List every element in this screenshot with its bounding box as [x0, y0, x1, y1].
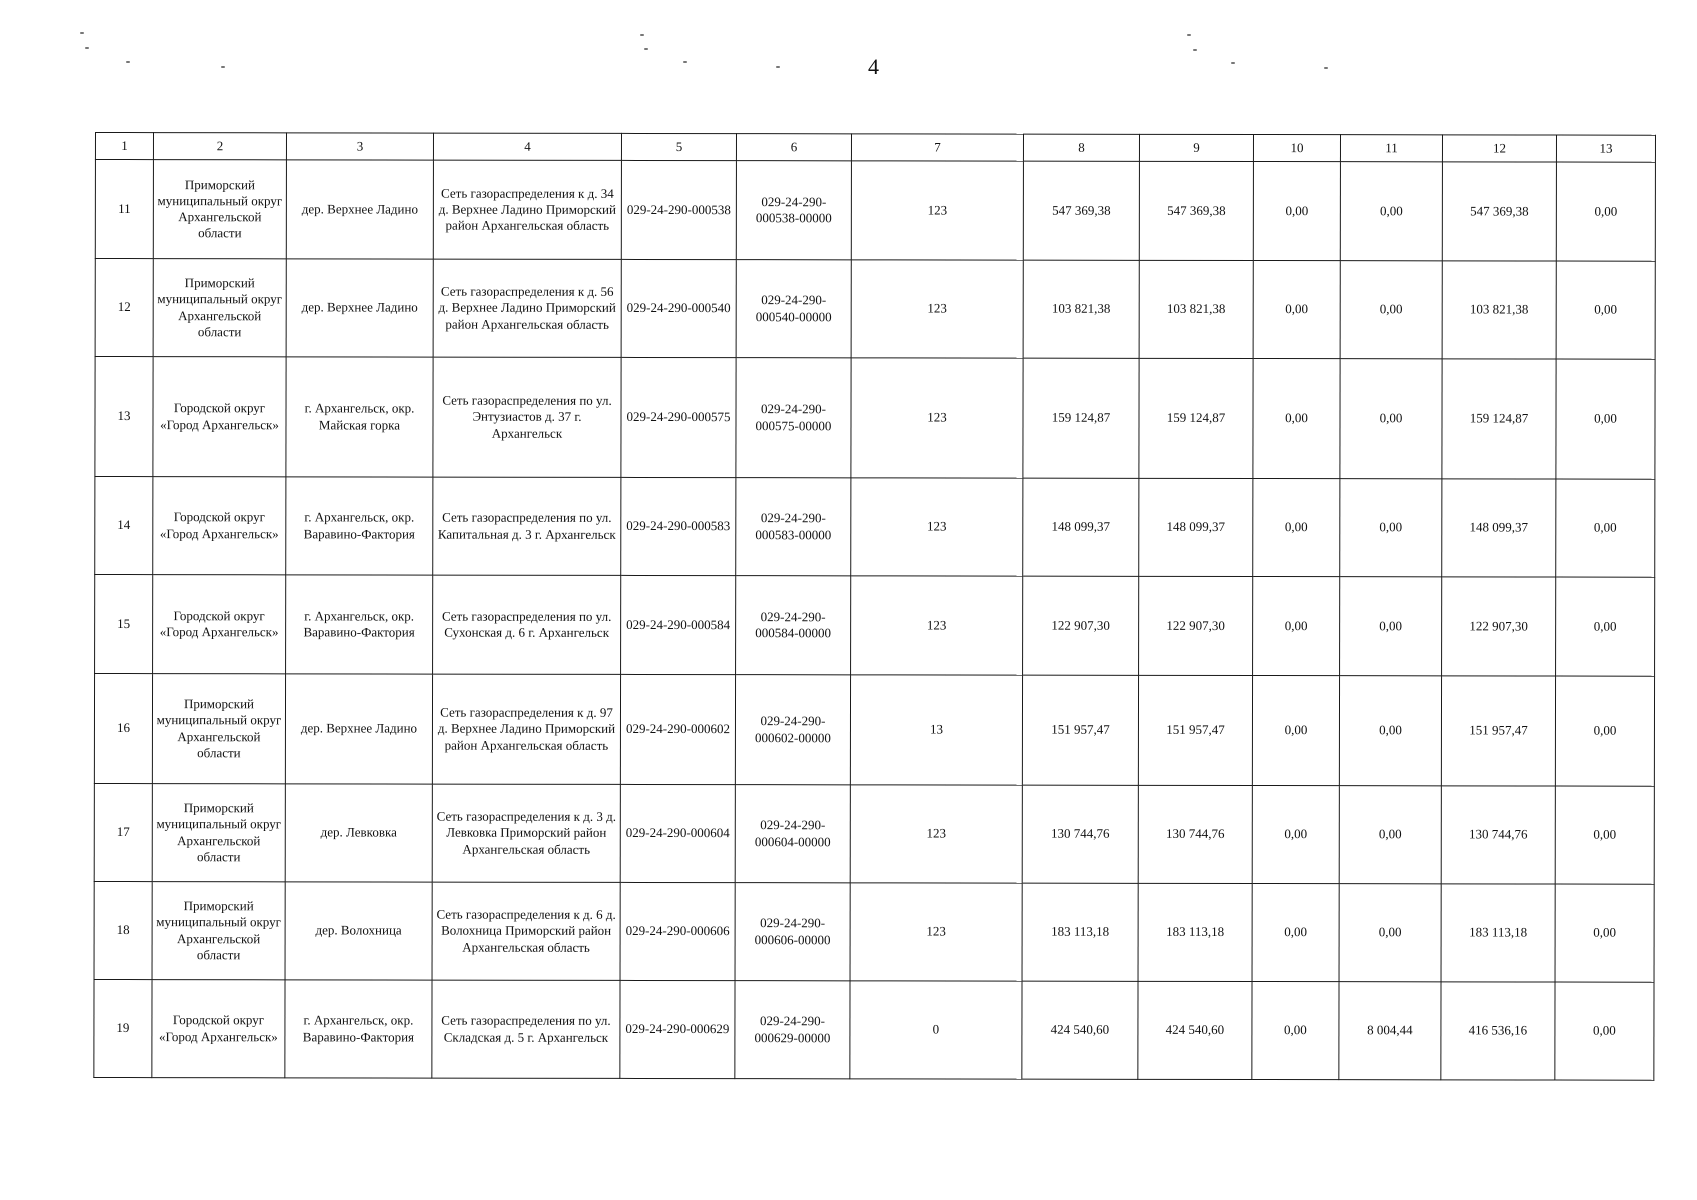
cell-column-8: 130 744,76 [1022, 785, 1138, 883]
cell-inventory-number: 029-24-290-000584-00000 [736, 576, 851, 675]
scan-speck [640, 34, 644, 36]
cell-column-9: 130 744,76 [1138, 785, 1252, 883]
cell-column-12: 103 821,38 [1442, 261, 1556, 359]
cell-municipality: Городской округ «Город Архангельск» [152, 980, 285, 1078]
cell-column-12: 547 369,38 [1442, 162, 1556, 261]
cell-column-7: 123 [850, 883, 1022, 981]
table-row [94, 674, 1654, 787]
cell-column-9: 103 821,38 [1139, 260, 1253, 358]
cell-column-11: 0,00 [1340, 261, 1442, 359]
cell-column-11: 0,00 [1340, 479, 1442, 577]
cell-column-10: 0,00 [1252, 982, 1339, 1080]
cell-column-12: 148 099,37 [1442, 479, 1556, 577]
cell-object-name: Сеть газораспределения к д. 97 д. Верхнее Ладино Приморский район Архангельская область [432, 674, 620, 784]
table-row [95, 357, 1655, 480]
cell-settlement: дер. Верхнее Ладино [285, 674, 432, 784]
cell-column-13: 0,00 [1555, 676, 1654, 786]
cell-row-number: 11 [95, 160, 153, 259]
cell-registry-number: 029-24-290-000606 [620, 882, 735, 980]
cell-column-13: 0,00 [1556, 359, 1655, 479]
cell-column-7: 123 [850, 785, 1022, 883]
cell-column-10: 0,00 [1252, 786, 1339, 884]
data-table [93, 132, 1656, 1081]
cell-column-12: 151 957,47 [1441, 676, 1555, 786]
cell-municipality: Приморский муниципальный округ Архангельской области [152, 674, 285, 784]
cell-column-11: 0,00 [1340, 577, 1442, 676]
cell-column-12: 159 124,87 [1442, 359, 1556, 479]
cell-column-9: 547 369,38 [1139, 161, 1253, 260]
cell-column-11: 0,00 [1339, 884, 1441, 982]
cell-settlement: дер. Волохница [285, 882, 432, 980]
cell-row-number: 17 [94, 783, 152, 881]
scan-speck [80, 32, 84, 34]
cell-column-11: 0,00 [1339, 786, 1441, 884]
cell-object-name: Сеть газораспределения к д. 3 д. Левковка Приморский район Архангельская область [432, 784, 620, 882]
column-header-1: 1 [95, 133, 153, 160]
cell-settlement: дер. Левковка [285, 784, 432, 882]
cell-municipality: Приморский муниципальный округ Архангельской области [152, 882, 285, 980]
column-header-9: 9 [1139, 134, 1253, 161]
cell-row-number: 12 [95, 259, 153, 357]
cell-column-8: 103 821,38 [1023, 260, 1139, 358]
data-table-wrapper [93, 132, 1655, 1081]
cell-inventory-number: 029-24-290-000540-00000 [736, 260, 851, 358]
cell-object-name: Сеть газораспределения к д. 56 д. Верхнее Ладино Приморский район Архангельская область [433, 259, 621, 357]
column-header-2: 2 [153, 133, 286, 160]
cell-inventory-number: 029-24-290-000583-00000 [736, 478, 851, 576]
cell-settlement: г. Архангельск, окр. Варавино-Фактория [286, 575, 433, 674]
cell-column-9: 183 113,18 [1138, 883, 1252, 981]
cell-column-10: 0,00 [1253, 162, 1340, 261]
column-header-11: 11 [1340, 135, 1442, 162]
cell-registry-number: 029-24-290-000540 [621, 259, 736, 357]
column-header-4: 4 [433, 133, 621, 160]
scan-speck [126, 61, 130, 63]
cell-column-13: 0,00 [1556, 162, 1655, 261]
cell-registry-number: 029-24-290-000629 [620, 980, 735, 1078]
table-row [94, 881, 1654, 982]
scan-speck [1231, 62, 1235, 64]
cell-column-10: 0,00 [1253, 261, 1340, 359]
cell-column-13: 0,00 [1556, 577, 1655, 676]
cell-column-8: 148 099,37 [1023, 478, 1139, 576]
cell-object-name: Сеть газораспределения по ул. Капитальная д. 3 г. Архангельск [433, 477, 621, 575]
cell-column-8: 151 957,47 [1022, 675, 1138, 785]
cell-column-13: 0,00 [1555, 982, 1654, 1080]
cell-registry-number: 029-24-290-000584 [621, 575, 736, 674]
cell-column-12: 183 113,18 [1441, 884, 1555, 982]
cell-column-7: 123 [851, 161, 1023, 260]
scan-speck [221, 66, 225, 68]
cell-registry-number: 029-24-290-000604 [620, 784, 735, 882]
cell-settlement: г. Архангельск, окр. Майская горка [286, 357, 433, 477]
header-row [95, 133, 1655, 163]
cell-column-13: 0,00 [1555, 884, 1654, 982]
cell-municipality: Приморский муниципальный округ Архангельской области [153, 160, 286, 259]
cell-column-12: 416 536,16 [1441, 982, 1555, 1080]
cell-object-name: Сеть газораспределения по ул. Энтузиастов д. 37 г. Архангельск [433, 357, 621, 477]
cell-municipality: Приморский муниципальный округ Архангельской области [152, 784, 285, 882]
column-header-5: 5 [621, 133, 736, 160]
cell-object-name: Сеть газораспределения по ул. Складская д. 5 г. Архангельск [432, 980, 620, 1078]
cell-column-11: 8 004,44 [1339, 982, 1441, 1080]
scan-speck [85, 47, 89, 49]
column-header-7: 7 [851, 134, 1023, 161]
table-row [94, 783, 1654, 884]
cell-column-12: 130 744,76 [1441, 786, 1555, 884]
column-header-10: 10 [1253, 135, 1340, 162]
cell-settlement: г. Архангельск, окр. Варавино-Фактория [285, 980, 432, 1078]
cell-row-number: 16 [94, 674, 152, 784]
cell-column-13: 0,00 [1555, 786, 1654, 884]
cell-registry-number: 029-24-290-000583 [621, 477, 736, 575]
cell-column-9: 159 124,87 [1139, 358, 1253, 478]
cell-settlement: дер. Верхнее Ладино [286, 259, 433, 357]
table-row [94, 979, 1654, 1080]
scan-speck [1193, 49, 1197, 51]
cell-column-11: 0,00 [1339, 676, 1441, 786]
cell-column-10: 0,00 [1252, 884, 1339, 982]
cell-municipality: Приморский муниципальный округ Архангельской области [153, 259, 286, 357]
cell-row-number: 19 [94, 979, 152, 1077]
cell-object-name: Сеть газораспределения к д. 6 д. Волохница Приморский район Архангельская область [432, 882, 620, 980]
cell-row-number: 13 [95, 357, 153, 477]
cell-column-11: 0,00 [1340, 359, 1442, 479]
cell-inventory-number: 029-24-290-000604-00000 [735, 785, 850, 883]
scan-speck [1187, 34, 1191, 36]
cell-column-7: 0 [850, 981, 1022, 1079]
cell-registry-number: 029-24-290-000538 [621, 160, 736, 259]
cell-column-10: 0,00 [1252, 676, 1339, 786]
cell-registry-number: 029-24-290-000575 [621, 357, 736, 477]
cell-column-10: 0,00 [1253, 359, 1340, 479]
cell-column-10: 0,00 [1253, 577, 1340, 676]
cell-row-number: 18 [94, 881, 152, 979]
column-header-6: 6 [736, 134, 851, 161]
cell-inventory-number: 029-24-290-000538-00000 [736, 161, 851, 260]
column-header-12: 12 [1442, 135, 1556, 162]
scan-speck [776, 66, 780, 68]
cell-column-8: 122 907,30 [1023, 576, 1139, 675]
cell-inventory-number: 029-24-290-000606-00000 [735, 883, 850, 981]
cell-column-8: 183 113,18 [1022, 883, 1138, 981]
cell-object-name: Сеть газораспределения по ул. Сухонская д. 6 г. Архангельск [433, 575, 621, 674]
cell-column-13: 0,00 [1556, 479, 1655, 577]
table-row [95, 160, 1655, 262]
cell-settlement: г. Архангельск, окр. Варавино-Фактория [286, 477, 433, 575]
cell-column-13: 0,00 [1556, 261, 1655, 359]
page-number: 4 [868, 54, 879, 79]
cell-municipality: Городской округ «Город Архангельск» [153, 477, 286, 575]
cell-inventory-number: 029-24-290-000575-00000 [736, 358, 851, 478]
cell-row-number: 15 [95, 575, 153, 674]
cell-column-7: 123 [851, 478, 1023, 576]
cell-municipality: Городской округ «Город Архангельск» [153, 357, 286, 477]
scan-speck [1324, 67, 1328, 69]
table-body [94, 160, 1656, 1081]
cell-column-7: 13 [850, 675, 1022, 785]
cell-column-11: 0,00 [1340, 162, 1442, 261]
cell-column-7: 123 [851, 358, 1023, 478]
scan-speck [683, 61, 687, 63]
table-row [95, 575, 1655, 677]
cell-column-7: 123 [851, 260, 1023, 358]
scan-speck [644, 48, 648, 50]
table-header [95, 133, 1655, 163]
cell-column-8: 547 369,38 [1023, 161, 1139, 260]
cell-column-9: 151 957,47 [1138, 675, 1252, 785]
cell-column-9: 424 540,60 [1138, 981, 1252, 1079]
cell-column-12: 122 907,30 [1442, 577, 1556, 676]
table-row [95, 259, 1655, 360]
cell-row-number: 14 [95, 477, 153, 575]
column-header-3: 3 [286, 133, 433, 160]
cell-column-9: 122 907,30 [1139, 576, 1253, 675]
cell-column-7: 123 [851, 576, 1023, 675]
cell-inventory-number: 029-24-290-000629-00000 [735, 981, 850, 1079]
cell-column-8: 424 540,60 [1022, 981, 1138, 1079]
cell-column-9: 148 099,37 [1139, 478, 1253, 576]
table-row [95, 477, 1655, 578]
column-header-8: 8 [1023, 134, 1139, 161]
cell-municipality: Городской округ «Город Архангельск» [153, 575, 286, 674]
cell-registry-number: 029-24-290-000602 [620, 674, 735, 784]
cell-object-name: Сеть газораспределения к д. 34 д. Верхнее Ладино Приморский район Архангельская область [433, 160, 621, 259]
column-header-13: 13 [1556, 135, 1655, 162]
cell-column-10: 0,00 [1253, 479, 1340, 577]
cell-settlement: дер. Верхнее Ладино [286, 160, 433, 259]
cell-inventory-number: 029-24-290-000602-00000 [735, 675, 850, 785]
cell-column-8: 159 124,87 [1023, 358, 1139, 478]
